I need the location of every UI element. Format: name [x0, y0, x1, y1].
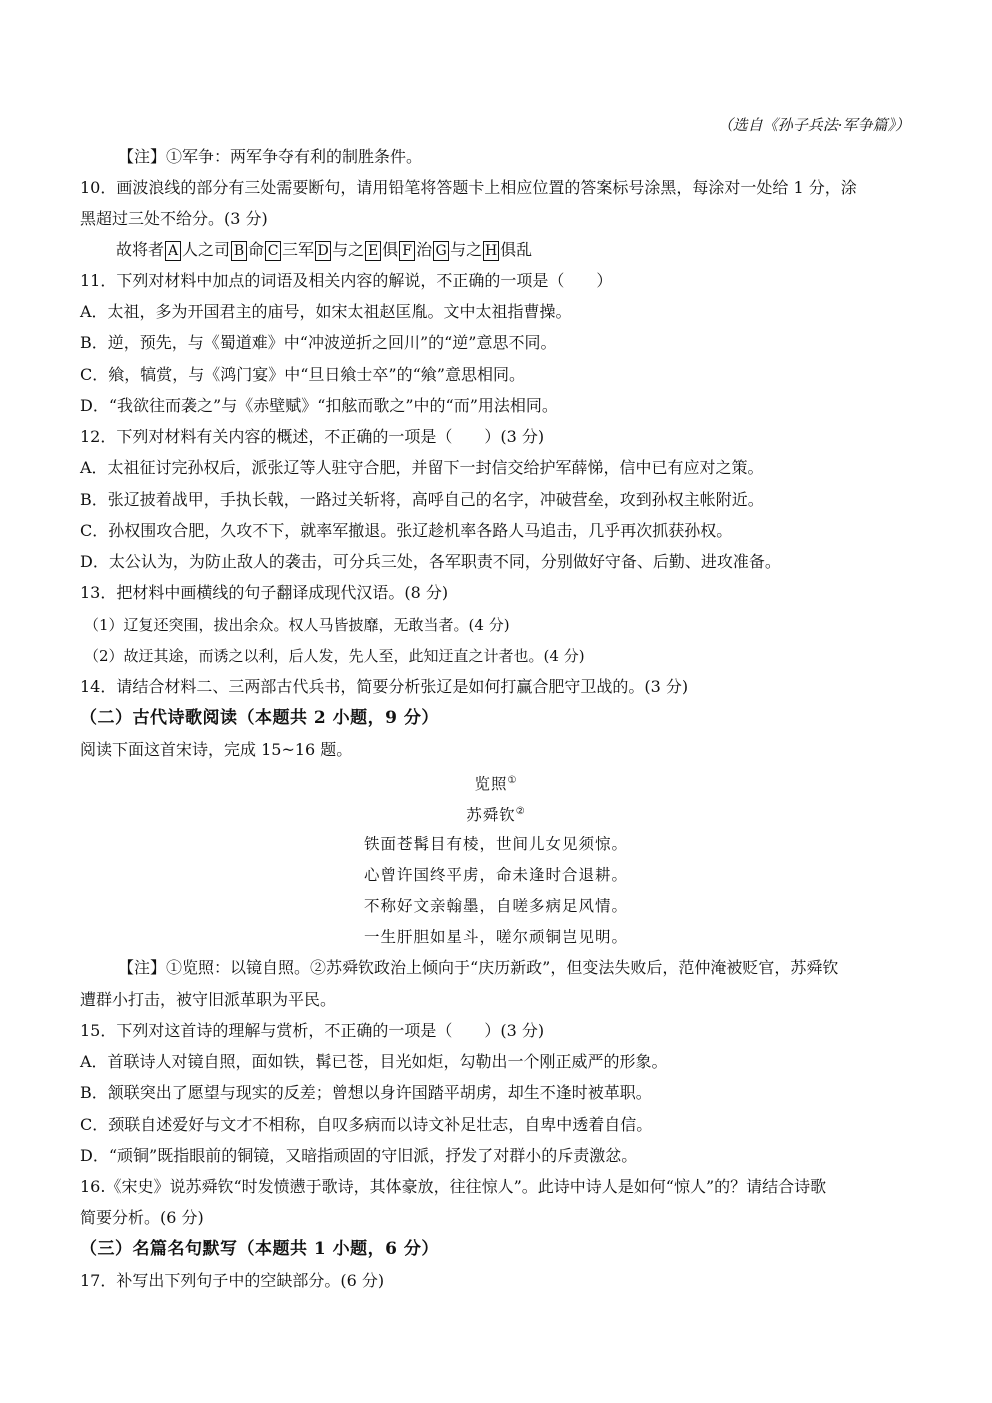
- answer-box-d: D: [315, 241, 331, 261]
- answer-box-b: B: [231, 241, 247, 261]
- question-15-option-b: B．颔联突出了愿望与现实的反差；曾想以身许国踏平胡虏，却生不逢时被革职。: [80, 1083, 652, 1102]
- poem-line: 铁面苍髯目有棱，世间儿女见须惊。: [363, 835, 628, 853]
- question-12-option-c: C．孙权围攻合肥，久攻不下，就率军撤退。张辽趁机率各路人马追击，几乎再次抓获孙权。: [80, 521, 733, 540]
- poem-title-text: 览照: [474, 775, 508, 794]
- question-11-option-b: B．逆，预先，与《蜀道难》中“冲波逆折之回川”的“逆”意思不同。: [80, 333, 557, 352]
- question-15-option-a: A．首联诗人对镜自照，面如铁，髯已苍，目光如炬，勾勒出一个刚正威严的形象。: [80, 1052, 668, 1071]
- sentence-fragment: 命: [248, 240, 265, 259]
- question-16-line-2: 简要分析。(6 分): [80, 1208, 204, 1227]
- sentence-fragment: 治: [416, 240, 433, 259]
- question-12-option-a: A．太祖征讨完孙权后，派张辽等人驻守合肥，并留下一封信交给护军薛悌，信中已有应对之策。: [80, 458, 764, 477]
- question-10-sentence: [116, 239, 906, 261]
- answer-box-h: H: [485, 242, 498, 259]
- section-3-heading: （三）名篇名句默写（本题共 1 小题，6 分）: [80, 1239, 439, 1259]
- sentence-fragment: 人之司: [182, 240, 231, 259]
- question-13: 13．把材料中画横线的句子翻译成现代汉语。(8 分): [80, 583, 449, 602]
- answer-box-f: F: [399, 241, 415, 261]
- question-11-option-d: D．“我欲往而袭之”与《赤壁赋》“扣舷而歌之”中的“而”用法相同。: [80, 396, 558, 415]
- sentence-fragment: 与之: [332, 240, 365, 259]
- poem-line: 心曾许国终平虏，命未逢时合退耕。: [363, 866, 628, 884]
- poem-line: 不称好文亲翰墨，自嗟多病足风情。: [363, 897, 628, 915]
- sentence-fragment: 与之: [450, 240, 483, 259]
- sentence-fragment: 俱: [382, 240, 399, 259]
- question-11-option-a: A．太祖，多为开国君主的庙号，如宋太祖赵匡胤。文中太祖指曹操。: [80, 302, 572, 321]
- sentence-fragment: 故将者: [116, 240, 165, 259]
- question-10-line-2: 黑超过三处不给分。(3 分): [80, 209, 268, 228]
- question-11-option-c: C．飨，犒赏，与《鸿门宴》中“旦日飨士卒”的“飨”意思相同。: [80, 365, 525, 384]
- question-15-option-c: C．颈联自述爱好与文才不相称，自叹多病而以诗文补足壮志，自卑中透着自信。: [80, 1115, 653, 1134]
- poem-line: 一生肝胆如星斗，嗟尔顽铜岂见明。: [363, 928, 628, 946]
- question-14: 14．请结合材料二、三两部古代兵书，简要分析张辽是如何打赢合肥守卫战的。(3 分): [80, 677, 689, 696]
- sentence-fragment: 俱乱: [500, 240, 533, 259]
- answer-box-a: A: [165, 241, 181, 261]
- note-2-line-1: 【注】①览照：以镜自照。②苏舜钦政治上倾向于“庆历新政”，但变法失败后，范仲淹被贬官，苏舜钦: [118, 958, 839, 977]
- answer-box-e: E: [365, 241, 381, 261]
- answer-box-g: G: [433, 241, 449, 261]
- reading-prompt: 阅读下面这首宋诗，完成 15~16 题。: [80, 740, 353, 759]
- question-10-line-1: 10．画波浪线的部分有三处需要断句，请用铅笔将答题卡上相应位置的答案标号涂黑，每涂对一处给 1 分，涂: [80, 178, 857, 197]
- question-16-line-1: 16.《宋史》说苏舜钦“时发愤懑于歌诗，其体豪放，往往惊人”。此诗中诗人是如何“惊人”的？请结合诗歌: [80, 1177, 827, 1196]
- question-15-option-d: D．“顽铜”既指眼前的铜镜，又暗指顽固的守旧派，抒发了对群小的斥责激忿。: [80, 1146, 638, 1165]
- question-12: 12．下列对材料有关内容的概述，不正确的一项是（ ）(3 分): [80, 427, 545, 446]
- source-citation: （选自《孙子兵法·军争篇》）: [717, 116, 910, 134]
- sentence-fragment: 三军: [282, 240, 315, 259]
- question-12-option-d: D．太公认为，为防止敌人的袭击，可分兵三处，各军职责不同，分别做好守备、后勤、进攻准备。: [80, 552, 781, 571]
- poem-title-footnote-mark: ①: [507, 775, 518, 786]
- answer-box-c: C: [265, 241, 281, 261]
- question-17: 17．补写出下列句子中的空缺部分。(6 分): [80, 1271, 385, 1290]
- question-15: 15．下列对这首诗的理解与赏析，不正确的一项是（ ）(3 分): [80, 1021, 545, 1040]
- poem-author-footnote-mark: ②: [515, 806, 526, 817]
- poem-author: [0, 801, 992, 826]
- question-13-part-1: （1）辽复还突围，拔出余众。权人马皆披靡，无敢当者。(4 分): [84, 616, 510, 634]
- note-2-line-2: 遭群小打击，被守旧派革职为平民。: [80, 990, 337, 1009]
- question-11: 11．下列对材料中加点的词语及相关内容的解说，不正确的一项是（ ）: [80, 271, 613, 290]
- question-13-part-2: （2）故迂其途，而诱之以利，后人发，先人至，此知迂直之计者也。(4 分): [84, 647, 585, 665]
- poem-title: [0, 770, 992, 795]
- poem-author-text: 苏舜钦: [466, 806, 516, 825]
- note-1: 【注】①军争：两军争夺有利的制胜条件。: [118, 147, 423, 166]
- question-12-option-b: B．张辽披着战甲，手执长戟，一路过关斩将，高呼自己的名字，冲破营垒，攻到孙权主帐附近。: [80, 490, 764, 509]
- section-2-heading: （二）古代诗歌阅读（本题共 2 小题，9 分）: [80, 708, 439, 728]
